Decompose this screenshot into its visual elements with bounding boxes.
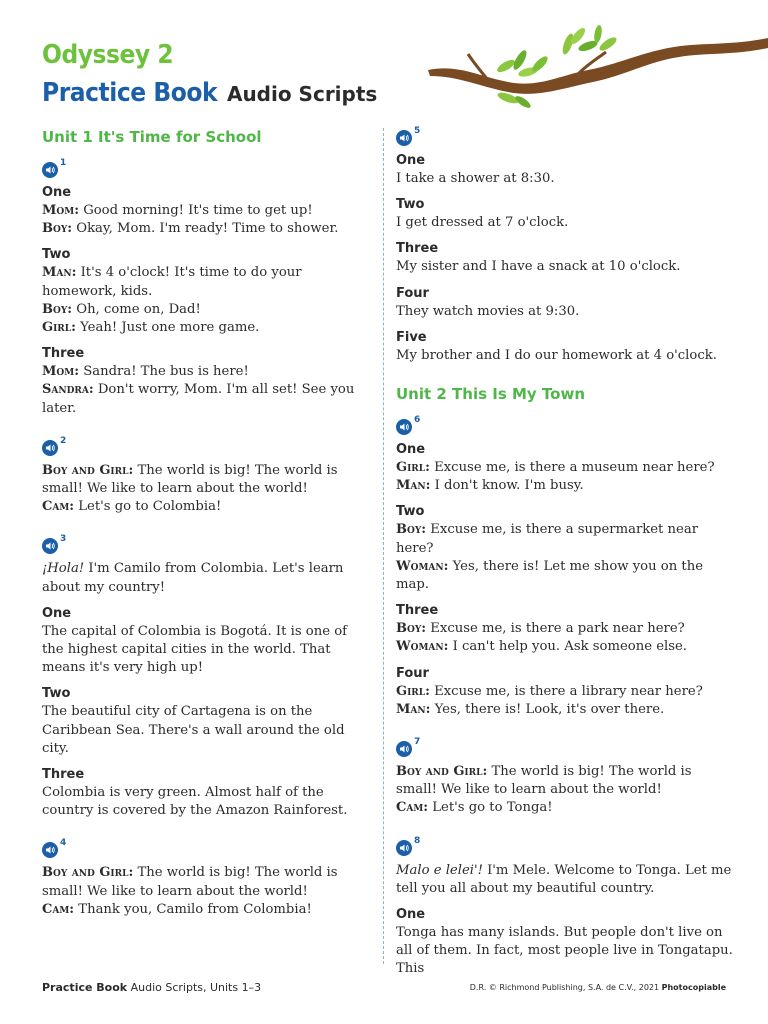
dialogue-line: [42, 202, 372, 220]
paragraph: The beautiful city of Cartagena is on the Caribbean Sea. There's a wall around the old city.: [42, 704, 345, 756]
paragraph: The capital of Colombia is Bogotá. It is one of the highest capital cities in the world. That means it's very high up!: [42, 623, 348, 676]
footer-practice-book: Practice Book: [42, 981, 128, 994]
dialogue-line: [42, 220, 372, 238]
copyright-text: D.R. © Richmond Publishing, S.A. de C.V., 2021: [469, 983, 662, 992]
speaker-name: Girl:: [396, 460, 430, 476]
dialogue-text: Excuse me, is there a park near here?: [426, 621, 685, 637]
dialogue-line: [396, 459, 736, 477]
speaker-name: Man:: [396, 701, 431, 717]
track-number: 1: [60, 158, 67, 168]
branch-illustration: [428, 24, 768, 108]
unit-1-title: Unit 1 It's Time for School: [42, 128, 262, 146]
speaker-icon[interactable]: [42, 842, 58, 858]
speaker-name: Boy:: [396, 522, 427, 538]
dialogue-line: [396, 521, 736, 557]
speaker-icon[interactable]: [396, 419, 412, 435]
track-6: [396, 415, 736, 437]
dialogue-line: [396, 701, 736, 719]
dialogue-line: [396, 558, 736, 594]
column-divider: [383, 128, 384, 964]
section-label: Two: [42, 247, 71, 263]
dialogue-line: [42, 319, 372, 337]
section-label: One: [396, 442, 426, 458]
right-column: [396, 126, 736, 979]
section-label: Two: [396, 197, 425, 213]
speaker-name: Boy:: [42, 301, 73, 317]
paragraph: Colombia is very green. Almost half of the country is covered by the Amazon Rainforest.: [42, 785, 348, 819]
section-label: One: [396, 153, 426, 168]
left-column: [42, 126, 372, 919]
speaker-name: Boy:: [42, 221, 73, 237]
speaker-icon[interactable]: [42, 538, 58, 554]
dialogue-text: Don't worry, Mom. I'm all set! See you later.: [42, 382, 355, 416]
dialogue-line: [396, 620, 736, 638]
dialogue-text: It's 4 o'clock! It's time to do your homework, kids.: [42, 265, 302, 299]
dialogue-text: Excuse me, is there a supermarket near here?: [396, 522, 699, 556]
dialogue-text: I can't help you. Ask someone else.: [448, 639, 687, 655]
track-4: [42, 838, 372, 860]
track-number: 8: [414, 835, 421, 846]
speaker-name: Cam:: [396, 800, 429, 816]
dialogue-line: [396, 799, 736, 817]
intro-body: I'm Camilo from Colombia. Let's learn about my country!: [42, 561, 344, 595]
track-number: 6: [414, 415, 421, 426]
dialogue-line: [42, 264, 372, 300]
dialogue-line: [42, 498, 372, 516]
dialogue-line: [396, 638, 736, 656]
dialogue-text: Sandra! The bus is here!: [79, 364, 249, 380]
dialogue-text: Let's go to Colombia!: [74, 499, 222, 515]
intro-text: [396, 862, 736, 898]
speaker-name: Woman:: [396, 558, 449, 574]
speaker-name: Mom:: [42, 203, 79, 218]
dialogue-line: [42, 301, 372, 319]
dialogue-text: The world is big! The world is small! We like to learn about the world!: [42, 865, 338, 899]
paragraph: I take a shower at 8:30.: [396, 171, 555, 186]
greeting: ¡Hola!: [42, 561, 85, 577]
footer-copyright: [470, 983, 726, 992]
section-label: Four: [396, 665, 429, 681]
dialogue-line: [42, 462, 372, 498]
speaker-icon[interactable]: [396, 130, 412, 146]
book-subtitle: [42, 80, 377, 106]
track-1: [42, 158, 372, 180]
intro-body: I'm Mele. Welcome to Tonga. Let me tell you all about my beautiful country.: [396, 862, 732, 896]
track-8: [396, 836, 736, 858]
dialogue-line: [42, 901, 372, 919]
speaker-icon[interactable]: [396, 741, 412, 757]
photocopiable-label: Photocopiable: [661, 983, 726, 992]
track-number: 2: [60, 435, 67, 446]
speaker-name: Boy:: [396, 621, 427, 637]
dialogue-text: Yes, there is! Let me show you on the map.: [396, 558, 704, 593]
track-3: [42, 534, 372, 556]
track-number: 5: [414, 126, 421, 136]
speaker-name: Girl:: [396, 683, 430, 699]
dialogue-text: The world is big! The world is small! We like to learn about the world!: [396, 764, 692, 798]
dialogue-line: [396, 763, 736, 799]
dialogue-text: Let's go to Tonga!: [428, 800, 553, 816]
section-label: One: [42, 185, 72, 200]
dialogue-line: [42, 864, 372, 900]
speaker-name: Girl:: [42, 320, 76, 336]
dialogue-text: Thank you, Camilo from Colombia!: [74, 901, 312, 917]
speaker-name: Sandra:: [42, 382, 94, 398]
dialogue-text: I don't know. I'm busy.: [430, 478, 584, 494]
speaker-icon[interactable]: [396, 840, 412, 856]
dialogue-text: Yeah! Just one more game.: [75, 320, 260, 336]
speaker-name: Man:: [396, 478, 431, 494]
track-number: 4: [60, 838, 67, 849]
speaker-name: Mom:: [42, 364, 79, 380]
dialogue-text: The world is big! The world is small! We like to learn about the world!: [42, 462, 338, 497]
paragraph: I get dressed at 7 o'clock.: [396, 215, 569, 231]
paragraph: My sister and I have a snack at 10 o'clock.: [396, 259, 681, 275]
speaker-name: Boy and Girl:: [42, 865, 134, 881]
track-7: [396, 737, 736, 759]
speaker-name: Woman:: [396, 639, 449, 655]
speaker-icon[interactable]: [42, 162, 58, 178]
speaker-name: Boy and Girl:: [42, 462, 134, 478]
section-label: Three: [42, 346, 85, 362]
dialogue-line: [396, 683, 736, 701]
section-label: Four: [396, 285, 429, 301]
section-label: Three: [396, 241, 439, 257]
dialogue-text: Okay, Mom. I'm ready! Time to shower.: [72, 221, 339, 237]
paragraph: My brother and I do our homework at 4 o'clock.: [396, 347, 717, 363]
book-title: Odyssey 2: [42, 40, 174, 70]
dialogue-line: [42, 381, 372, 417]
section-label: Two: [396, 504, 425, 520]
speaker-icon[interactable]: [42, 440, 58, 456]
track-number: 3: [60, 534, 67, 545]
greeting: Malo e lelei'!: [396, 862, 483, 878]
dialogue-text: Excuse me, is there a museum near here?: [429, 460, 715, 476]
footer-book-title: [42, 981, 261, 994]
section-label: Five: [396, 329, 427, 345]
dialogue-line: [396, 477, 736, 495]
dialogue-text: Good morning! It's time to get up!: [79, 203, 313, 218]
paragraph: They watch movies at 9:30.: [396, 303, 580, 319]
dialogue-text: Yes, there is! Look, it's over there.: [430, 701, 665, 717]
dialogue-text: Oh, come on, Dad!: [72, 301, 201, 317]
paragraph: Tonga has many islands. But people don't live on all of them. In fact, most people live in Tongatapu. This: [396, 925, 733, 977]
dialogue-text: Excuse me, is there a library near here?: [429, 683, 703, 699]
track-number: 7: [414, 737, 421, 748]
section-label: One: [396, 907, 426, 923]
unit-2-title: Unit 2 This Is My Town: [396, 385, 585, 404]
section-label: Two: [42, 686, 71, 702]
intro-text: [42, 560, 372, 596]
practice-book-label: Practice Book: [42, 78, 218, 108]
audio-scripts-label: Audio Scripts: [226, 82, 378, 106]
dialogue-line: [42, 363, 372, 381]
section-label: Three: [396, 603, 439, 619]
footer-subtitle: Audio Scripts, Units 1–3: [127, 981, 262, 994]
speaker-name: Cam:: [42, 901, 75, 917]
speaker-name: Man:: [42, 265, 77, 281]
section-label: Three: [42, 767, 85, 783]
speaker-name: Cam:: [42, 499, 75, 515]
speaker-name: Boy and Girl:: [396, 764, 488, 780]
track-5: [396, 126, 736, 148]
section-label: One: [42, 605, 72, 621]
track-2: [42, 436, 372, 458]
